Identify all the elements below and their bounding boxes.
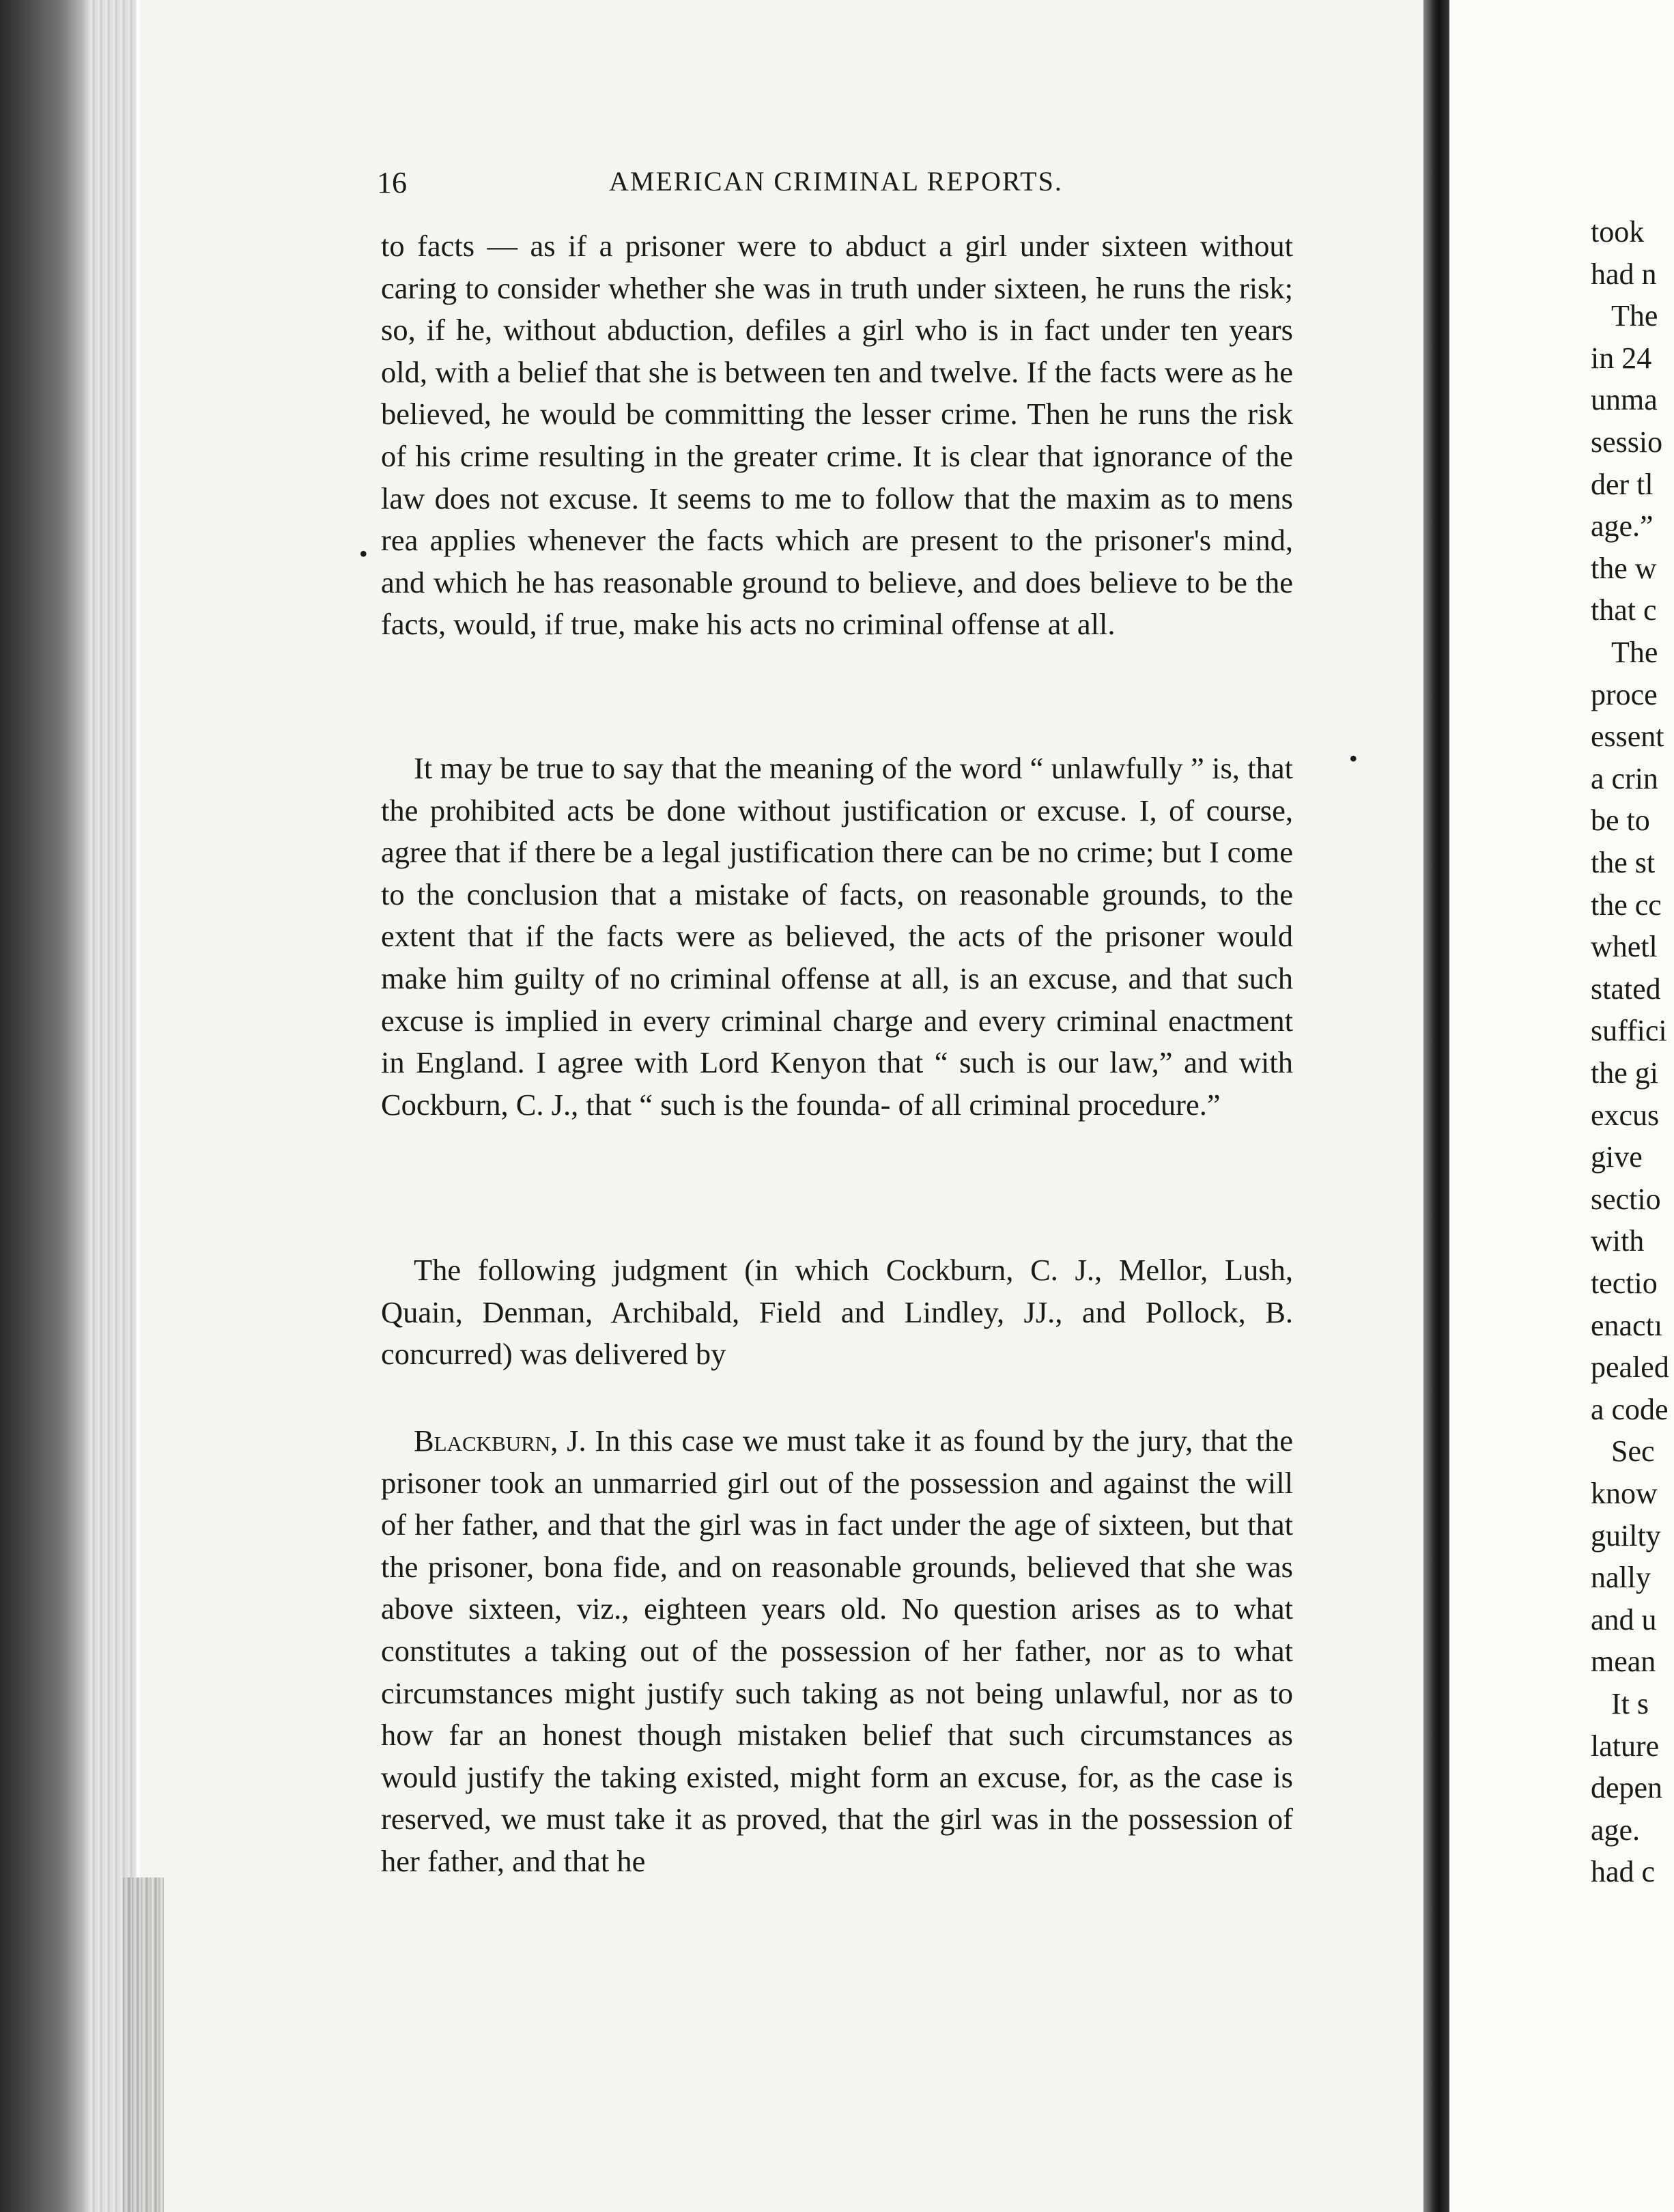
- right-page-line: sectio: [1591, 1182, 1661, 1216]
- right-page-line: excus: [1591, 1098, 1660, 1132]
- paragraph-3-text: The following judgment (in which Cockburn, C. J., Mellor, Lush, Quain, Denman, Archibald, Field and Lindley, JJ., and Pollock, B. concurred) was delivered by: [381, 1253, 1293, 1372]
- page-header: [377, 165, 1292, 206]
- right-page-line: age.: [1591, 1813, 1641, 1847]
- right-page-line: enactı: [1591, 1308, 1663, 1342]
- right-page-line: mean: [1591, 1645, 1656, 1679]
- right-page-line: give: [1591, 1140, 1643, 1174]
- paragraph-2: [381, 748, 1293, 1126]
- paragraph-1: [381, 225, 1293, 646]
- right-page-line: the w: [1591, 551, 1657, 585]
- margin-mark: •: [359, 540, 368, 567]
- right-page-line: with: [1591, 1224, 1645, 1258]
- running-head: AMERICAN CRIMINAL REPORTS.: [609, 166, 1063, 197]
- right-page-line: be to: [1591, 804, 1650, 838]
- right-page-line: in 24: [1591, 341, 1652, 375]
- book-fold: [1423, 0, 1449, 2212]
- judge-name: Blackburn, J.: [414, 1423, 586, 1458]
- right-page-line: proce: [1591, 677, 1658, 711]
- right-page-line: suffici: [1591, 1014, 1667, 1048]
- paragraph-4: [381, 1420, 1293, 1883]
- right-page-line: lature: [1591, 1729, 1660, 1763]
- right-page-line: know: [1591, 1477, 1658, 1510]
- right-page-line: pealed: [1591, 1350, 1669, 1385]
- right-page-line: It s: [1611, 1687, 1649, 1720]
- right-page-line: a code: [1591, 1392, 1669, 1426]
- right-page-line: the cc: [1591, 888, 1662, 922]
- right-page-line: age.”: [1591, 509, 1654, 543]
- right-page-line: Sec: [1611, 1434, 1655, 1469]
- judgment-text: In this case we must take it as found by the jury, that the prisoner took an unmarried girl out of the possession and against the will of her father, and that the girl was in fact under the age of sixteen, but that the prisoner, bona fide, and on reasonable grounds, believed that she was above sixteen, viz., eighteen years old. No question arises as to what constitutes a taking out of the possession of her father, nor as to what circumstances might justify such taking as not being unlawful, nor as to how far an honest though mistaken belief that such circumstances as would justify the taking existed, might form an excuse, for, as the case is reserved, we must take it as proved, that the girl was in the possession of her father, and that he: [381, 1423, 1294, 1878]
- page-edges-lower: [123, 1877, 164, 2212]
- right-page-line: that c: [1591, 593, 1657, 627]
- right-page-line: unma: [1591, 383, 1658, 417]
- right-page-line: had c: [1591, 1855, 1656, 1889]
- right-page-line: sessio: [1591, 425, 1663, 459]
- right-page-line: guilty: [1591, 1518, 1661, 1552]
- right-page-line: depen: [1591, 1771, 1663, 1805]
- right-page-line: the st: [1591, 846, 1656, 879]
- paragraph-1-text: to facts — as if a prisoner were to abduct a girl under sixteen without caring to consider whether she was in truth under sixteen, he runs the risk; so, if he, without abduction, defiles a girl who is in fact under ten years old, with a belief that she is between ten and twelve. If the facts were as he believed, he would be committing the lesser crime. Then he runs the risk of his crime resulting in the greater crime. It is clear that ignorance of the law does not excuse. It seems to me to follow that the maxim as to mens rea applies whenever the facts which are present to the prisoner's mind, and which he has reasonable ground to believe, and does believe to be the facts, would, if true, make his acts no criminal offense at all.: [381, 229, 1293, 642]
- right-page-line: nally: [1591, 1561, 1651, 1595]
- right-page-line: whetl: [1591, 930, 1658, 964]
- right-page-line: had n: [1591, 257, 1657, 291]
- margin-mark-right: •: [1349, 745, 1358, 772]
- right-page-line: stated: [1591, 972, 1661, 1006]
- right-page-line: the gi: [1591, 1056, 1658, 1090]
- right-page-line: The: [1611, 636, 1658, 669]
- paragraph-2-text: It may be true to say that the meaning of the word “ unlawfully ” is, that the prohibited acts be done without justification or excuse. I, of course, agree that if there be a legal justification there can be no crime; but I come to the conclusion that a mistake of facts, on reasonable grounds, to the extent that if the facts were as believed, the acts of the prisoner would make him guilty of no criminal offense at all, is an excuse, and that such excuse is implied in every criminal charge and every criminal enactment in England. I agree with Lord Kenyon that “ such is our law,” and with Cockburn, C. J., that “ such is the founda- of all criminal procedure.”: [381, 751, 1293, 1122]
- paragraph-4-text: [381, 1420, 1293, 1883]
- right-page-line: took: [1591, 215, 1645, 249]
- right-page-line: and u: [1591, 1602, 1657, 1636]
- binding-gutter: [0, 0, 89, 2212]
- paragraph-3: [381, 1249, 1293, 1376]
- page-number: 16: [377, 166, 407, 199]
- right-page-line: a crin: [1591, 761, 1658, 795]
- right-page-line: The: [1611, 299, 1658, 333]
- right-page-line: der tl: [1591, 467, 1654, 501]
- right-page-line: essent: [1591, 720, 1664, 754]
- right-page-line: tectio: [1591, 1266, 1658, 1300]
